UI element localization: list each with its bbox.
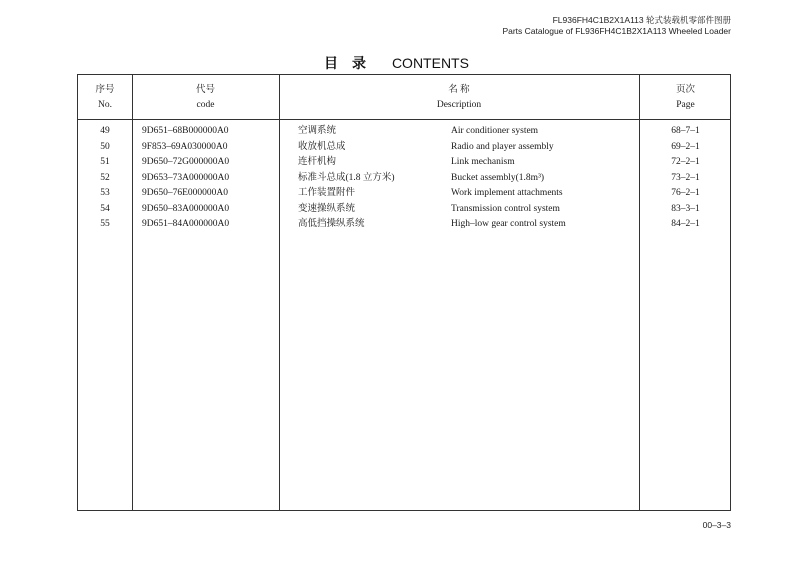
page-title-cn: 目录 bbox=[324, 55, 381, 71]
row-name-cn: 变速操纵系统 bbox=[298, 203, 356, 214]
catalogue-title-cn: FL936FH4C1B2X1A113 轮式装载机零部件图册 bbox=[552, 15, 731, 25]
row-name-en: Air conditioner system bbox=[451, 126, 539, 136]
row-page: 68–7–1 bbox=[671, 126, 700, 136]
row-name-en: Transmission control system bbox=[451, 203, 560, 214]
row-code: 9D651–84A000000A0 bbox=[142, 219, 230, 229]
header-divider bbox=[78, 119, 730, 120]
row-name-en: Work implement attachments bbox=[451, 188, 563, 198]
header-code bbox=[132, 83, 279, 113]
table-row[interactable] bbox=[78, 171, 730, 187]
table-row[interactable] bbox=[78, 217, 730, 233]
header-page bbox=[639, 83, 732, 113]
row-name-cn: 空调系统 bbox=[298, 126, 337, 136]
table-body bbox=[78, 124, 730, 233]
row-page: 69–2–1 bbox=[671, 141, 700, 152]
table-row[interactable] bbox=[78, 140, 730, 156]
row-page: 84–2–1 bbox=[671, 219, 700, 229]
row-number: 54 bbox=[100, 203, 110, 214]
row-code: 9D650–72G000000A0 bbox=[142, 157, 230, 167]
row-code: 9D650–76E000000A0 bbox=[142, 188, 229, 198]
row-code: 9D651–68B000000A0 bbox=[142, 126, 229, 136]
row-name-cn: 工作装置附件 bbox=[298, 188, 356, 198]
row-name-cn: 收放机总成 bbox=[298, 141, 346, 152]
row-name-en: Radio and player assembly bbox=[451, 141, 554, 152]
header-no-en: No. bbox=[98, 100, 112, 110]
row-page: 73–2–1 bbox=[671, 172, 700, 183]
table-row[interactable] bbox=[78, 202, 730, 218]
row-page: 72–2–1 bbox=[671, 157, 700, 167]
row-number: 51 bbox=[100, 157, 110, 167]
row-name-en: Bucket assembly(1.8m³) bbox=[451, 172, 545, 183]
header-no bbox=[78, 83, 132, 113]
header-no-cn: 序号 bbox=[95, 85, 115, 95]
page-number: 00–3–3 bbox=[702, 520, 731, 530]
row-name-cn: 标准斗总成(1.8 立方米) bbox=[298, 172, 395, 183]
row-number: 49 bbox=[100, 126, 110, 136]
header-description-en: Description bbox=[436, 100, 482, 110]
header-page-en: Page bbox=[676, 100, 695, 110]
catalogue-title-en: Parts Catalogue of FL936FH4C1B2X1A113 Wheeled Loader bbox=[502, 26, 731, 36]
row-code: 9D653–73A000000A0 bbox=[142, 172, 230, 183]
row-number: 52 bbox=[100, 172, 110, 183]
contents-table bbox=[77, 74, 731, 511]
table-row[interactable] bbox=[78, 155, 730, 171]
table-row[interactable] bbox=[78, 186, 730, 202]
row-page: 76–2–1 bbox=[671, 188, 700, 198]
row-name-en: Link mechanism bbox=[451, 157, 515, 167]
row-number: 53 bbox=[100, 188, 110, 198]
row-code: 9D650–83A000000A0 bbox=[142, 203, 230, 214]
row-page: 83–3–1 bbox=[671, 203, 700, 214]
header-code-cn: 代号 bbox=[195, 85, 215, 95]
row-number: 50 bbox=[100, 141, 110, 152]
table-row[interactable] bbox=[78, 124, 730, 140]
header-description bbox=[279, 83, 639, 113]
header-description-cn: 名 称 bbox=[448, 85, 470, 95]
row-number: 55 bbox=[100, 219, 110, 229]
page-title bbox=[0, 53, 793, 73]
header-page-cn: 页次 bbox=[675, 85, 695, 95]
header-code-en: code bbox=[196, 100, 215, 110]
page-title-en: CONTENTS bbox=[391, 55, 469, 71]
row-code: 9F853–69A030000A0 bbox=[142, 141, 228, 152]
row-name-cn: 高低挡操纵系统 bbox=[298, 219, 365, 229]
row-name-en: High–low gear control system bbox=[451, 219, 566, 229]
row-name-cn: 连杆机构 bbox=[298, 157, 337, 167]
